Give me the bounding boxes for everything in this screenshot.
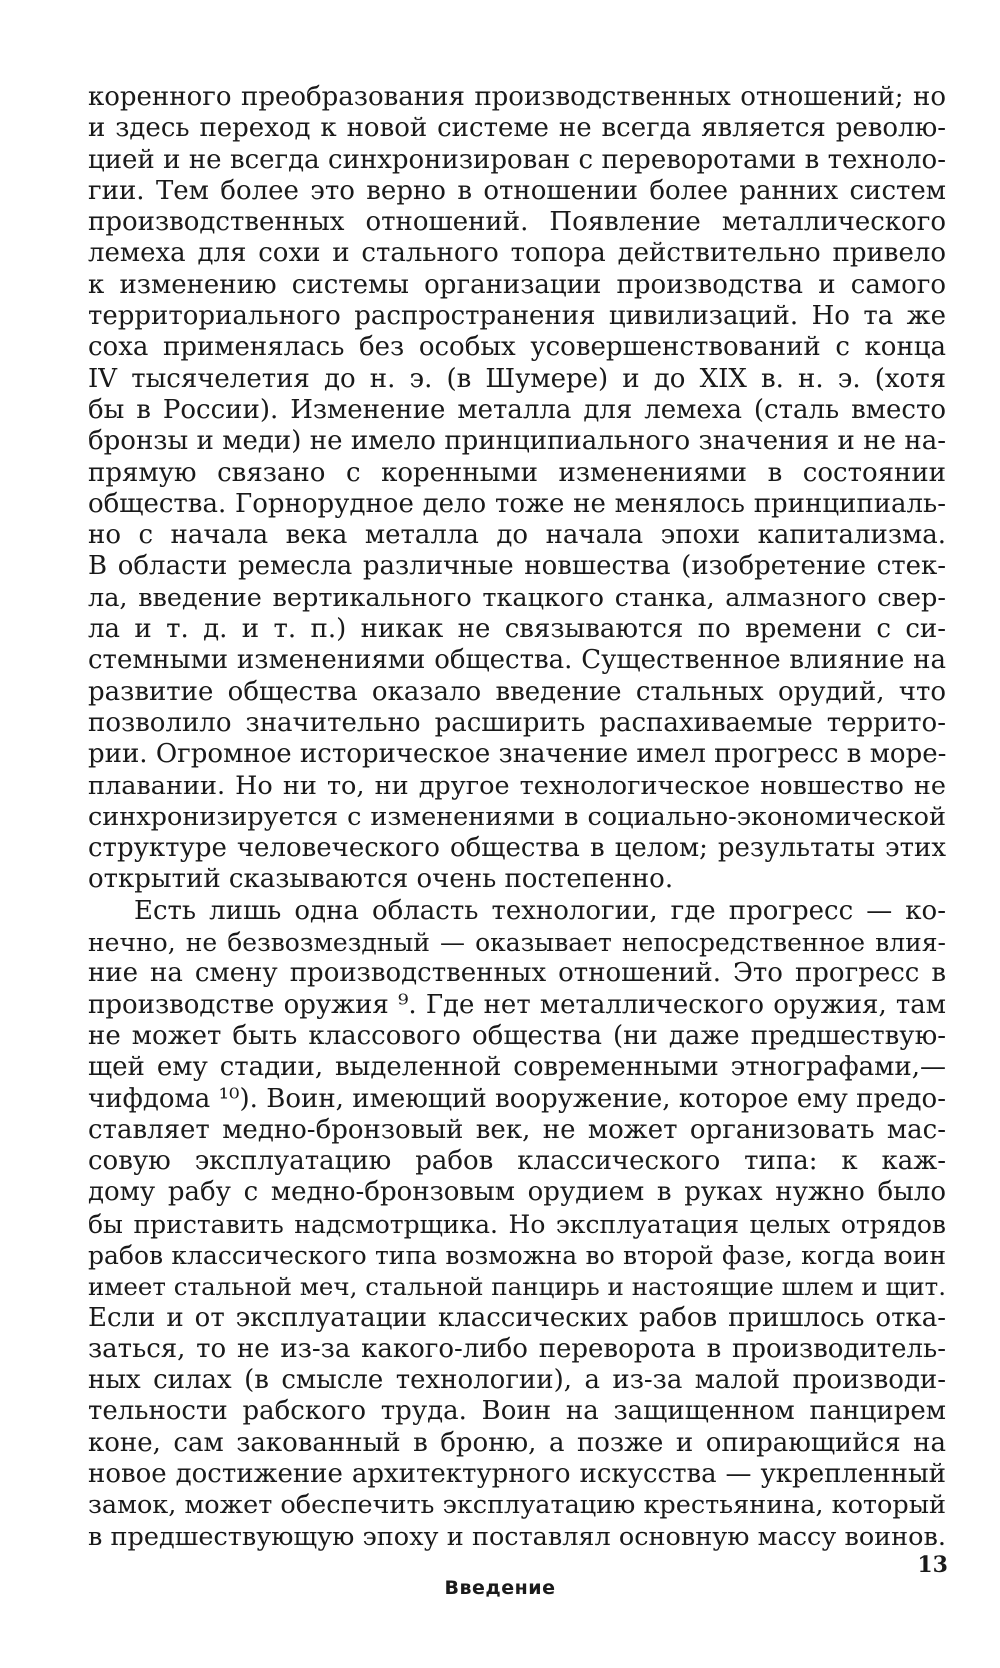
text-line: общества. Горнорудное дело тоже не менялось принципиаль- (88, 488, 946, 519)
text-line: новое достижение архитектурного искусства — укрепленный (88, 1459, 946, 1490)
text-line: развитие общества оказало введение стальных орудий, что (88, 676, 946, 707)
text-line: в предшествующую эпоху и поставлял основную массу воинов. (88, 1521, 946, 1552)
text-line: ставляет медно-бронзовый век, не может организовать мас- (88, 1114, 946, 1145)
text-line: но с начала века металла до начала эпохи капитализма. (88, 520, 946, 551)
text-line: щей ему стадии, выделенной современными этнографами,— (88, 1052, 946, 1083)
text-line: синхронизируется с изменениями в социально-экономической (88, 801, 946, 832)
text-line: ла, введение вертикального ткацкого станка, алмазного свер- (88, 582, 946, 613)
text-line: тельности рабского труда. Воин на защищенном панцирем (88, 1396, 946, 1427)
text-line: имеет стальной меч, стальной панцирь и настоящие шлем и щит. (88, 1272, 946, 1302)
text-line: коне, сам закованный в броню, а позже и опирающийся на (88, 1427, 946, 1458)
text-line: не может быть классового общества (ни даже предшествую- (88, 1020, 946, 1051)
text-line: нечно, не безвозмездный — оказывает непосредственное влия- (88, 928, 946, 958)
text-line: дому рабу с медно-бронзовым орудием в руках нужно было (88, 1177, 946, 1208)
text-line: Есть лишь одна область технологии, где прогресс — ко- (134, 895, 946, 926)
text-line: В области ремесла различные новшества (изобретение стек- (88, 551, 946, 582)
text-line: к изменению системы организации производства и самого (88, 269, 946, 300)
text-line: замок, может обеспечить эксплуатацию крестьянина, который (88, 1490, 946, 1521)
text-line: территориального распространения цивилизаций. Но та же (88, 301, 946, 332)
text-line: коренного преобразования производственных отношений; но (88, 82, 946, 112)
text-line: совую эксплуатацию рабов классического типа: к каж- (88, 1146, 946, 1177)
running-footer-title: Введение (444, 1577, 556, 1599)
body-text (88, 82, 946, 1553)
text-line: рабов классического типа возможна во второй фазе, когда воин (88, 1240, 946, 1270)
text-line: гии. Тем более это верно в отношении более ранних систем (88, 175, 946, 206)
text-line: ние на смену производственных отношений. Это прогресс в (88, 958, 946, 989)
text-line: заться, то не из-за какого-либо переворота в производитель- (88, 1333, 946, 1364)
text-line: и здесь переход к новой системе не всегда является револю- (88, 113, 946, 144)
text-line: производственных отношений. Появление металлического (88, 207, 946, 238)
text-line: рии. Огромное историческое значение имел прогресс в море- (88, 739, 947, 770)
text-line: соха применялась без особых усовершенствований с конца (88, 332, 946, 363)
text-line: структуре человеческого общества в целом; результаты этих (88, 833, 946, 864)
text-line: бы в России). Изменение металла для лемеха (сталь вместо (88, 394, 946, 425)
text-line: стемными изменениями общества. Существенное влияние на (88, 645, 946, 676)
text-line: цией и не всегда синхронизирован с переворотами в техноло- (88, 144, 946, 175)
text-line: лемеха для сохи и стального топора действительно привело (88, 238, 946, 269)
text-line: плавании. Но ни то, ни другое технологическое новшество не (88, 770, 946, 801)
text-line: открытий сказываются очень постепенно. (88, 864, 674, 895)
text-line: чифдома ¹⁰). Воин, имеющий вооружение, которое ему предо- (88, 1083, 946, 1114)
text-line: позволило значительно расширить распахиваемые террито- (88, 707, 946, 738)
text-line: Если и от эксплуатации классических рабов пришлось отка- (88, 1302, 946, 1333)
text-line: ла и т. д. и т. п.) никак не связываются по времени с си- (88, 614, 946, 645)
page-number: 13 (917, 1552, 948, 1578)
text-line: производстве оружия ⁹. Где нет металлического оружия, там (88, 989, 946, 1020)
text-line: ных силах (в смысле технологии), а из-за малой производи- (88, 1365, 946, 1396)
text-line: прямую связано с коренными изменениями в состоянии (88, 457, 946, 488)
text-line: бы приставить надсмотрщика. Но эксплуатация целых отрядов (88, 1209, 946, 1239)
text-line: бронзы и меди) не имело принципиального значения и не на- (88, 426, 946, 457)
text-line: IV тысячелетия до н. э. (в Шумере) и до XIX в. н. э. (хотя (88, 363, 946, 394)
